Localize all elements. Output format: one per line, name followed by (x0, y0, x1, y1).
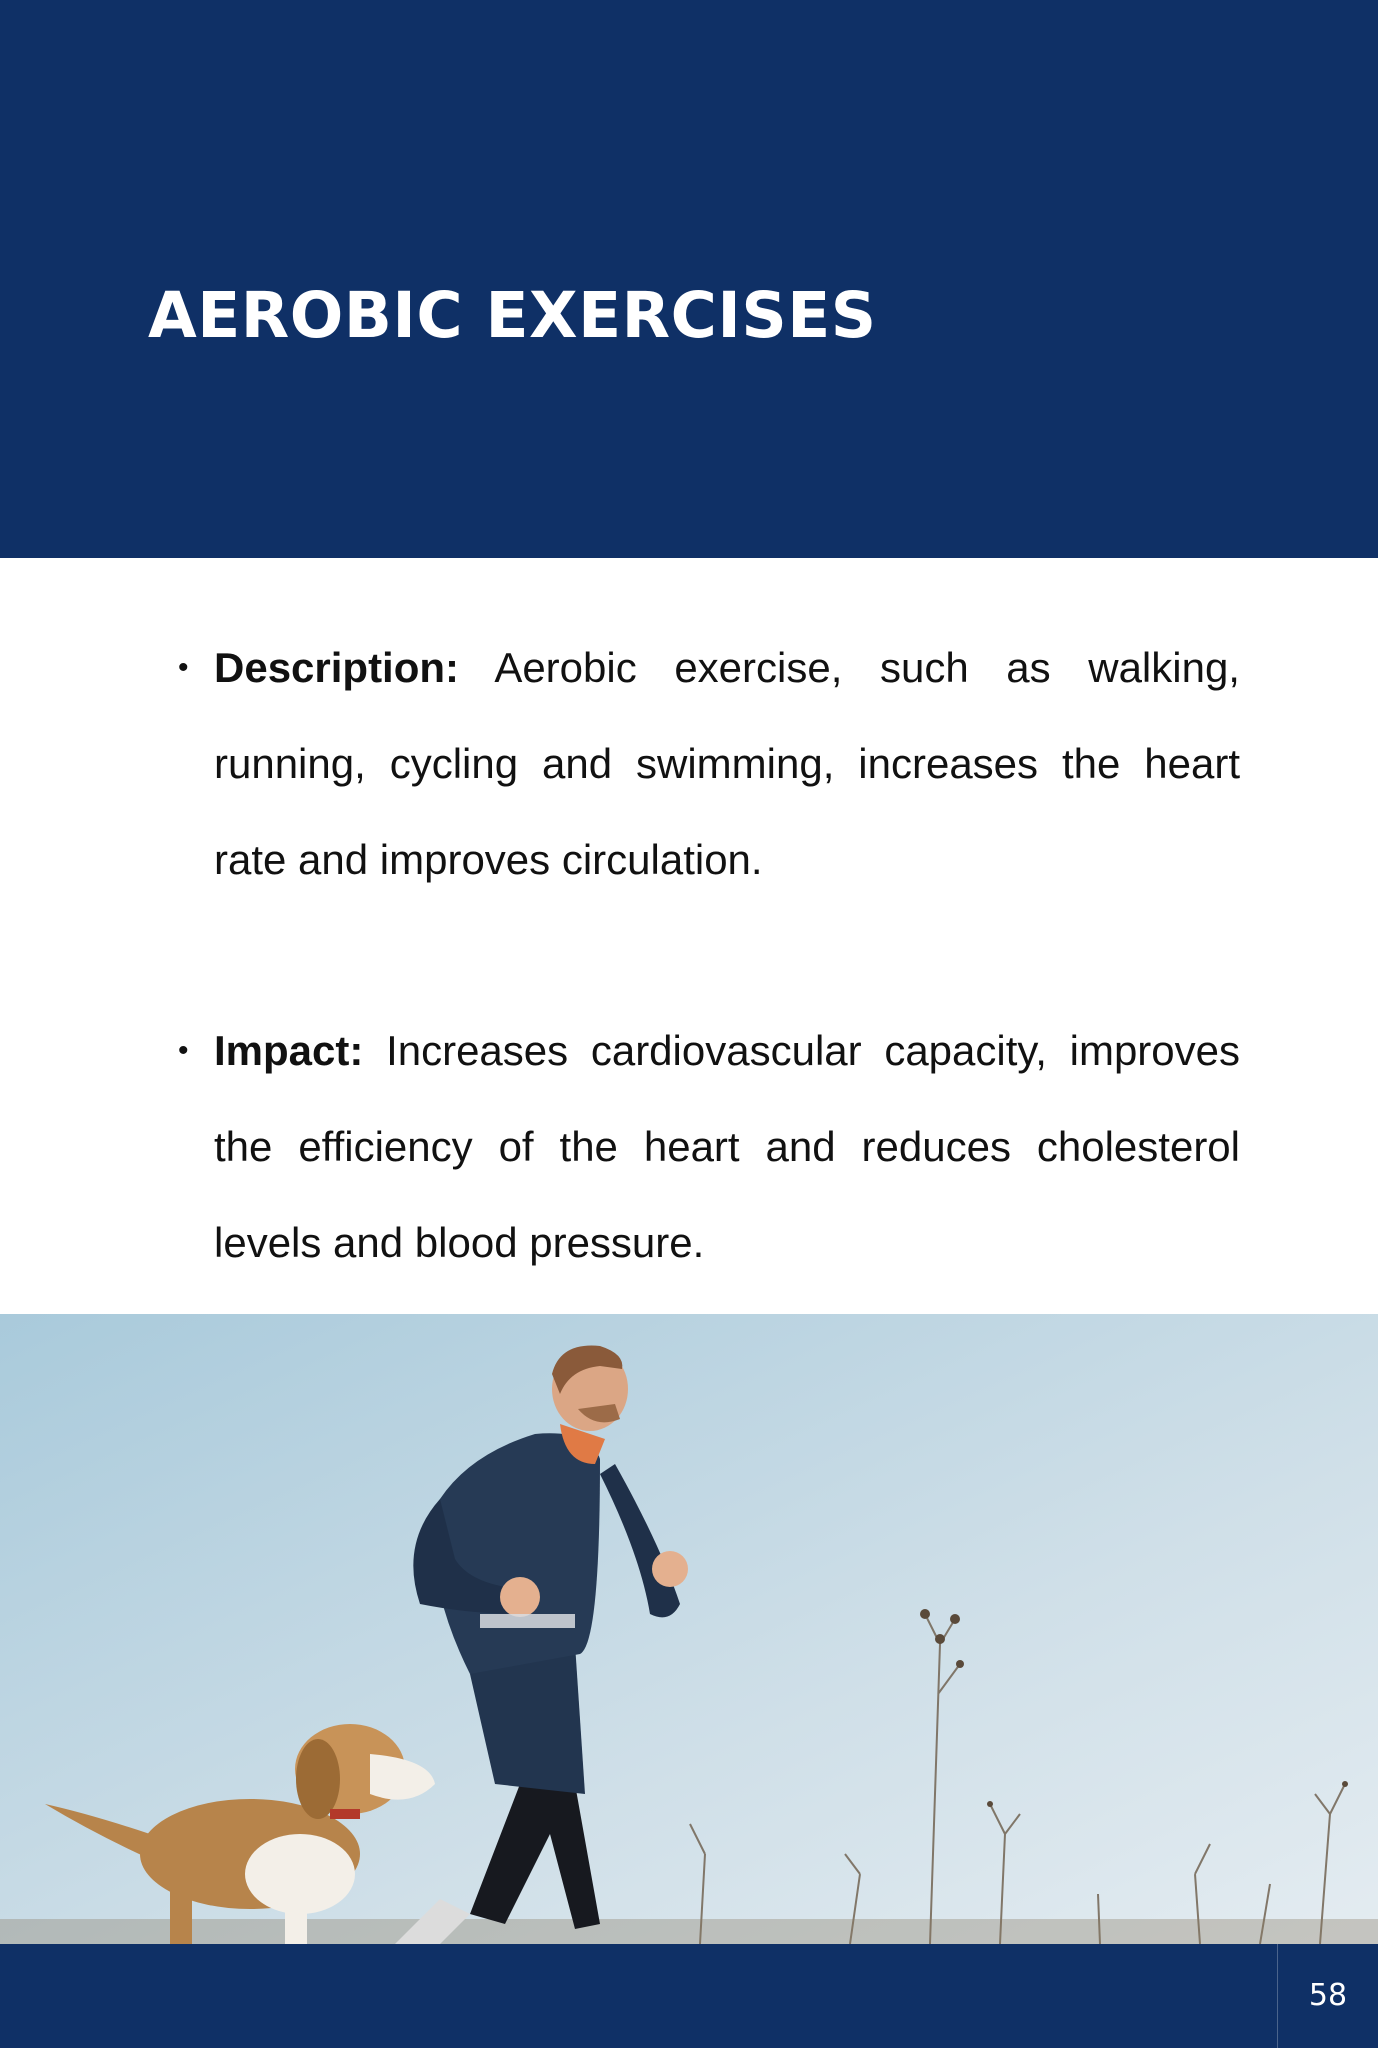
runner-with-dog-photo (0, 1314, 1378, 1944)
bullet-dot-icon: • (178, 651, 189, 684)
page-number: 58 (1277, 1944, 1378, 2048)
bullet-text: Increases cardiovascular capacity, improves the efficiency of the heart and reduces cholesterol levels and blood pressure. (214, 1027, 1241, 1266)
footer-band (0, 1944, 1378, 2048)
bullet-label: Description: (214, 644, 460, 691)
page-title: AEROBIC EXERCISES (148, 279, 877, 352)
header-band (0, 0, 1378, 558)
content-section (0, 558, 1378, 1314)
bullet-description (178, 620, 1240, 908)
bullet-dot-icon: • (178, 1034, 189, 1067)
bullet-text: Aerobic exercise, such as walking, running, cycling and swimming, increases the heart rate and improves circulation. (214, 644, 1240, 883)
bullet-impact (178, 1003, 1241, 1291)
bullet-label: Impact: (214, 1027, 364, 1074)
